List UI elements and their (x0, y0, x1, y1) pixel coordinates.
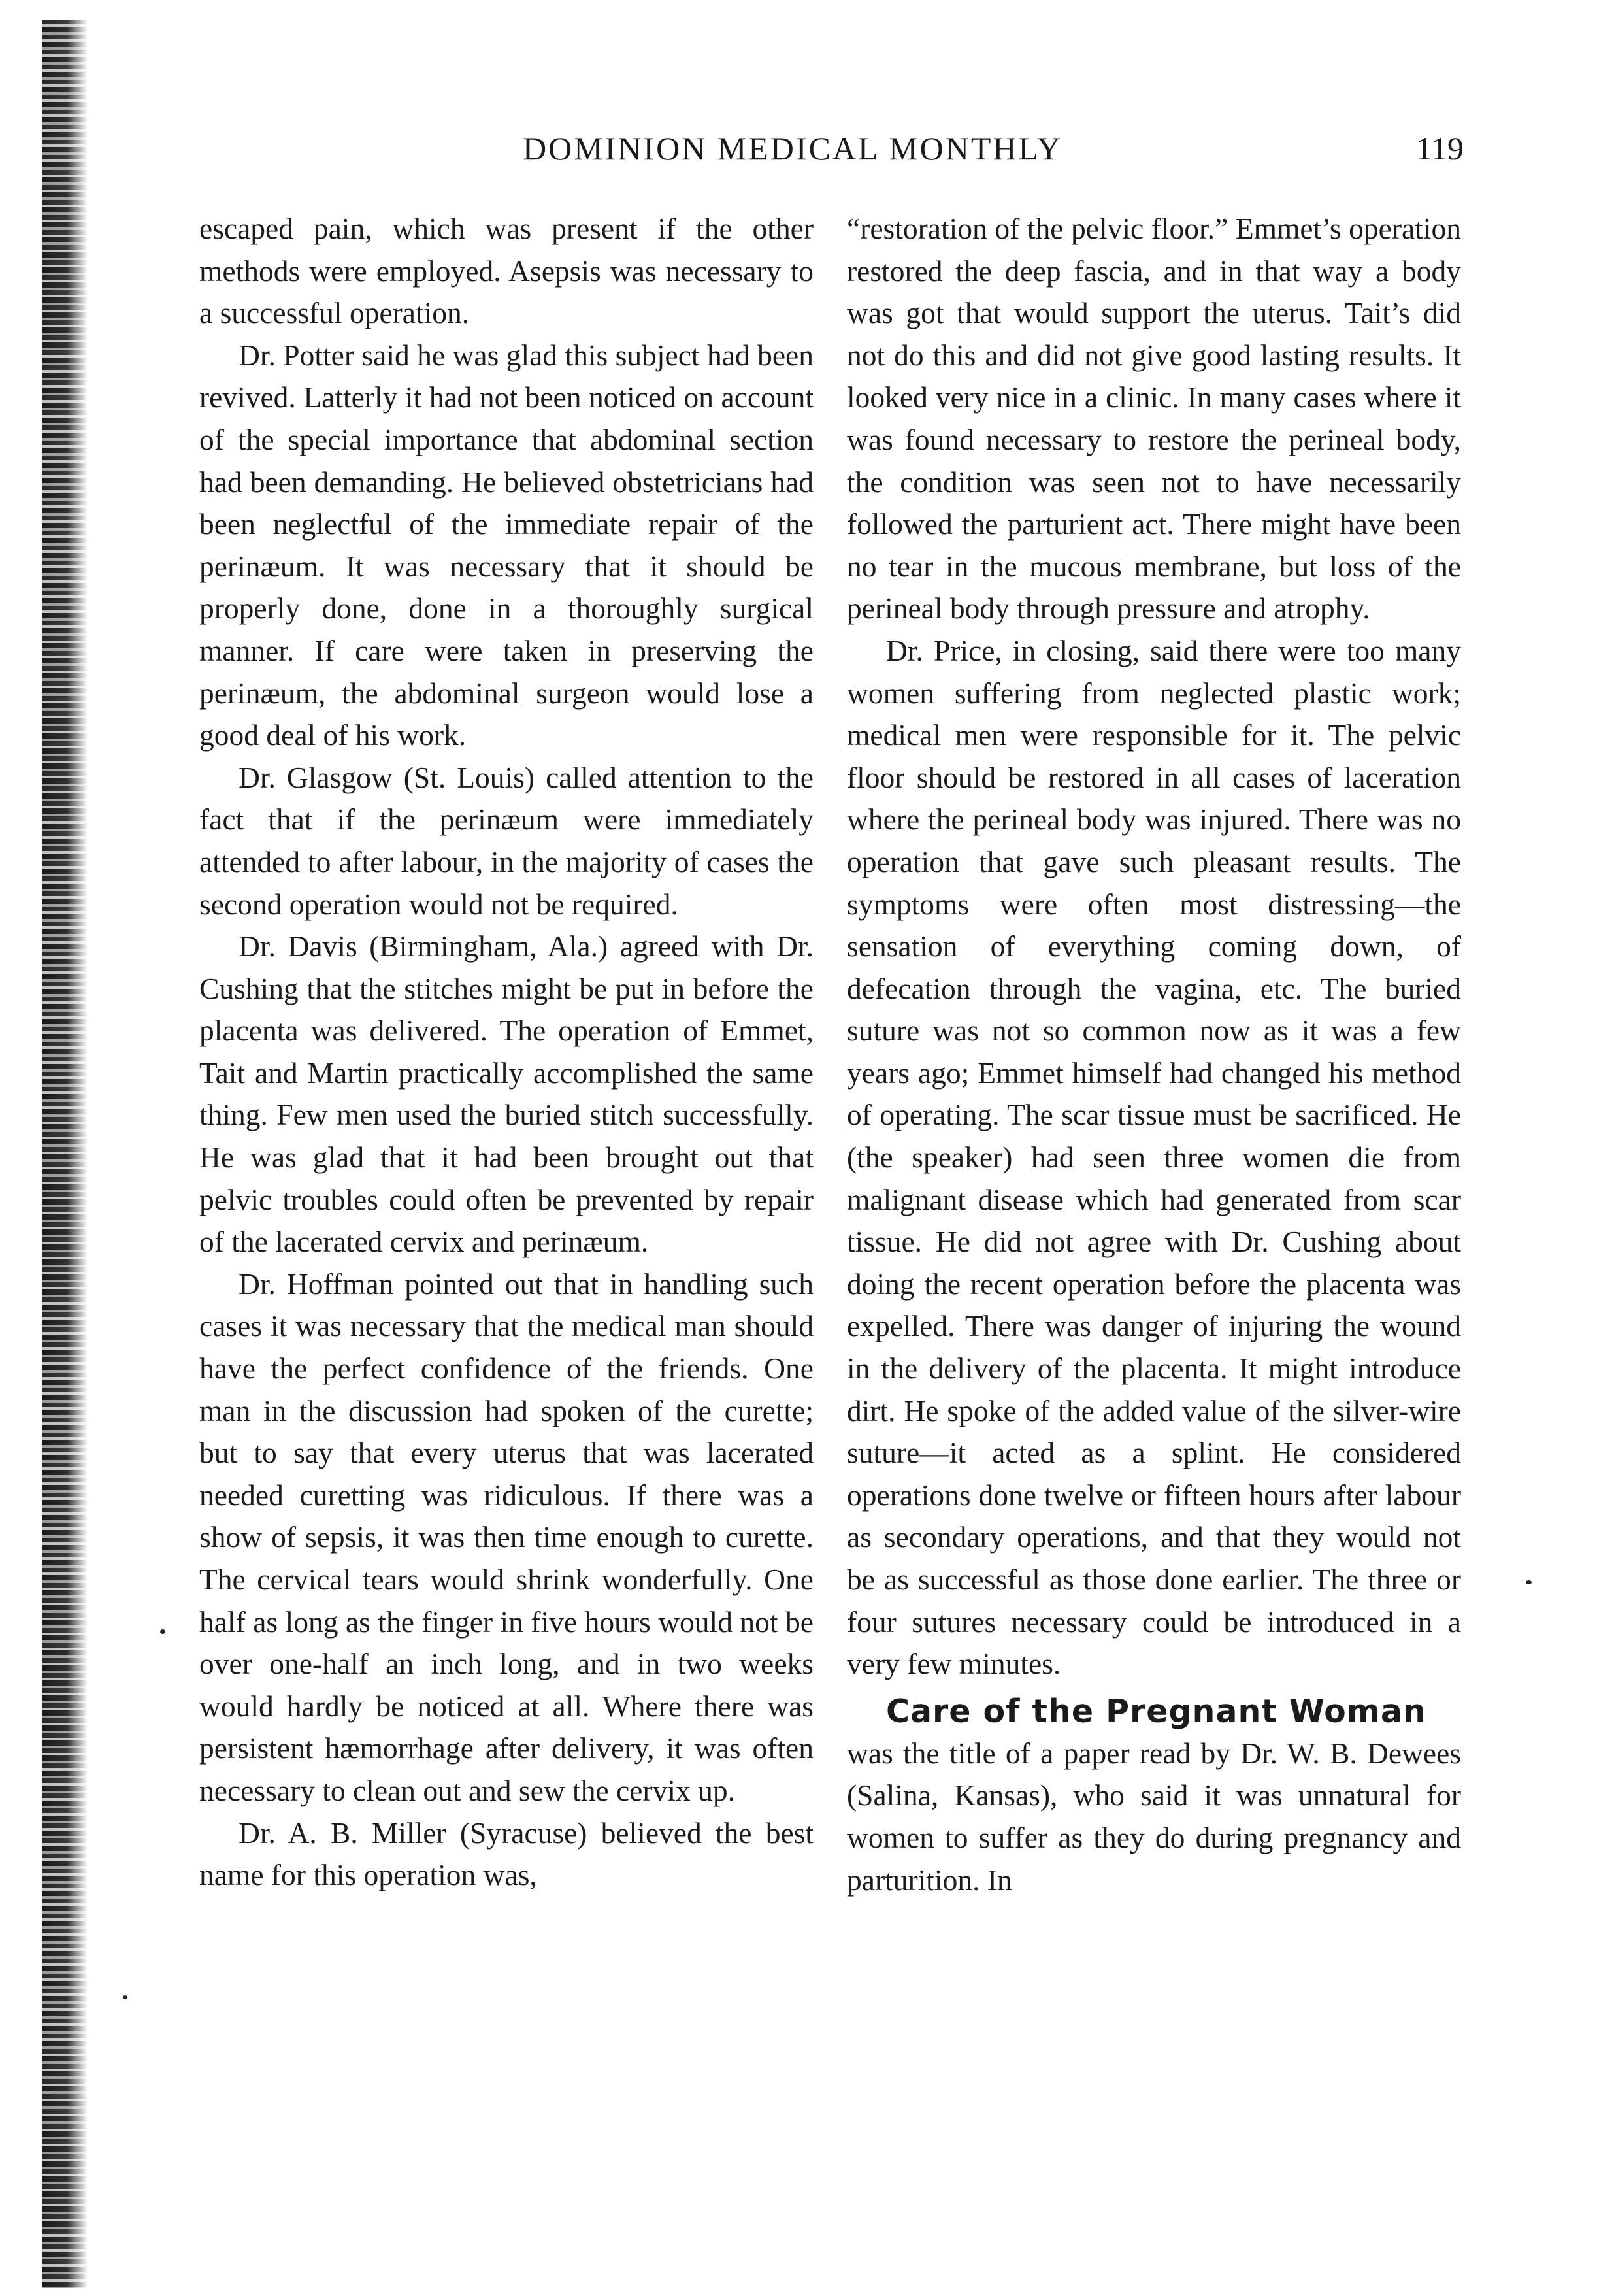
page-number: 119 (1415, 130, 1464, 167)
scan-speck (160, 1629, 165, 1634)
page-header (196, 129, 1464, 182)
running-head: DOMINION MEDICAL MONTHLY (523, 130, 1063, 167)
scan-speck (1526, 1580, 1532, 1584)
paragraph-dr-miller: Dr. A. B. Miller (Syracuse) believed the best name for this operation was, (199, 1816, 814, 1892)
paragraph-dr-davis: Dr. Davis (Birmingham, Ala.) agreed with Dr. Cushing that the stitches might be put in before the placenta was delivered. The operation of Emmet, Tait and Martin practically accomplished the same thing. Few men used the buried stitch successfully. He was glad that it had been brought out that pelvic troubles could often be prevented by repair of the lacerated cervix and perinæum. (199, 929, 814, 1259)
left-column (199, 208, 814, 1897)
paragraph-continued-right: “restoration of the pelvic floor.” Emmet’s operation restored the deep fascia, and in that way a body was got that would support the uterus. Tait’s did not do this and did not give good lasting results. It looked very nice in a clinic. In many cases where it was found necessary to restore the perineal body, the condition was seen not to have necessarily followed the parturient act. There might have been no tear in the mucous membrane, but loss of the perineal body through pressure and atrophy. (847, 212, 1461, 625)
paragraph-dr-dewees: was the title of a paper read by Dr. W. B. Dewees (Salina, Kansas), who said it was unnatural for women to suffer as they do during pregnancy and parturition. In (847, 1736, 1461, 1897)
section-heading: Care of the Pregnant Woman (886, 1692, 1426, 1730)
right-column (847, 208, 1461, 1901)
paragraph-dr-glasgow: Dr. Glasgow (St. Louis) called attention to the fact that if the perinæum were immediately attended to after labour, in the majority of cases the second operation would not be required. (199, 760, 814, 921)
paragraph-dr-hoffman: Dr. Hoffman pointed out that in handling such cases it was necessary that the medical man should have the perfect confidence of the friends. One man in the discussion had spoken of the curette; but to say that every uterus that was lacerated needed curetting was ridiculous. If there was a show of sepsis, it was then time enough to curette. The cervical tears would shrink wonderfully. One half as long as the finger in five hours would not be over one-half an inch long, and in two weeks would hardly be noticed at all. Where there was persistent hæmorrhage after delivery, it was often necessary to clean out and sew the cervix up. (199, 1267, 814, 1807)
paragraph-dr-price: Dr. Price, in closing, said there were too many women suffering from neglected plastic work; medical men were responsible for it. The pelvic floor should be restored in all cases of laceration where the perineal body was injured. There was no operation that gave such pleasant results. The symptoms were often most distressing—the sensation of everything coming down, of defecation through the vagina, etc. The buried suture was not so common now as it was a few years ago; Emmet himself had changed his method of operating. The scar tissue must be sacrificed. He (the speaker) had seen three women die from malignant disease which had generated from scar tissue. He did not agree with Dr. Cushing about doing the recent operation before the placenta was expelled. There was danger of injuring the wound in the delivery of the placenta. It might introduce dirt. He spoke of the added value of the silver-wire suture—it acted as a splint. He considered operations done twelve or fifteen hours after labour as secondary operations, and that they would not be as successful as those done earlier. The three or four sutures necessary could be introduced in a very few minutes. (847, 633, 1461, 1681)
paragraph-continued: escaped pain, which was present if the other methods were employed. Asepsis was necessary to a successful operation. (199, 212, 814, 330)
paragraph-dr-potter: Dr. Potter said he was glad this subject had been revived. Latterly it had not been noticed on account of the special importance that abdominal section had been demanding. He believed obstetricians had been neglectful of the immediate repair of the perinæum. It was necessary that it should be properly done, done in a thoroughly surgical manner. If care were taken in preserving the perinæum, the abdominal surgeon would lose a good deal of his work. (199, 338, 814, 752)
binding-edge-shadow (42, 20, 88, 2288)
scan-speck (123, 1995, 127, 1999)
